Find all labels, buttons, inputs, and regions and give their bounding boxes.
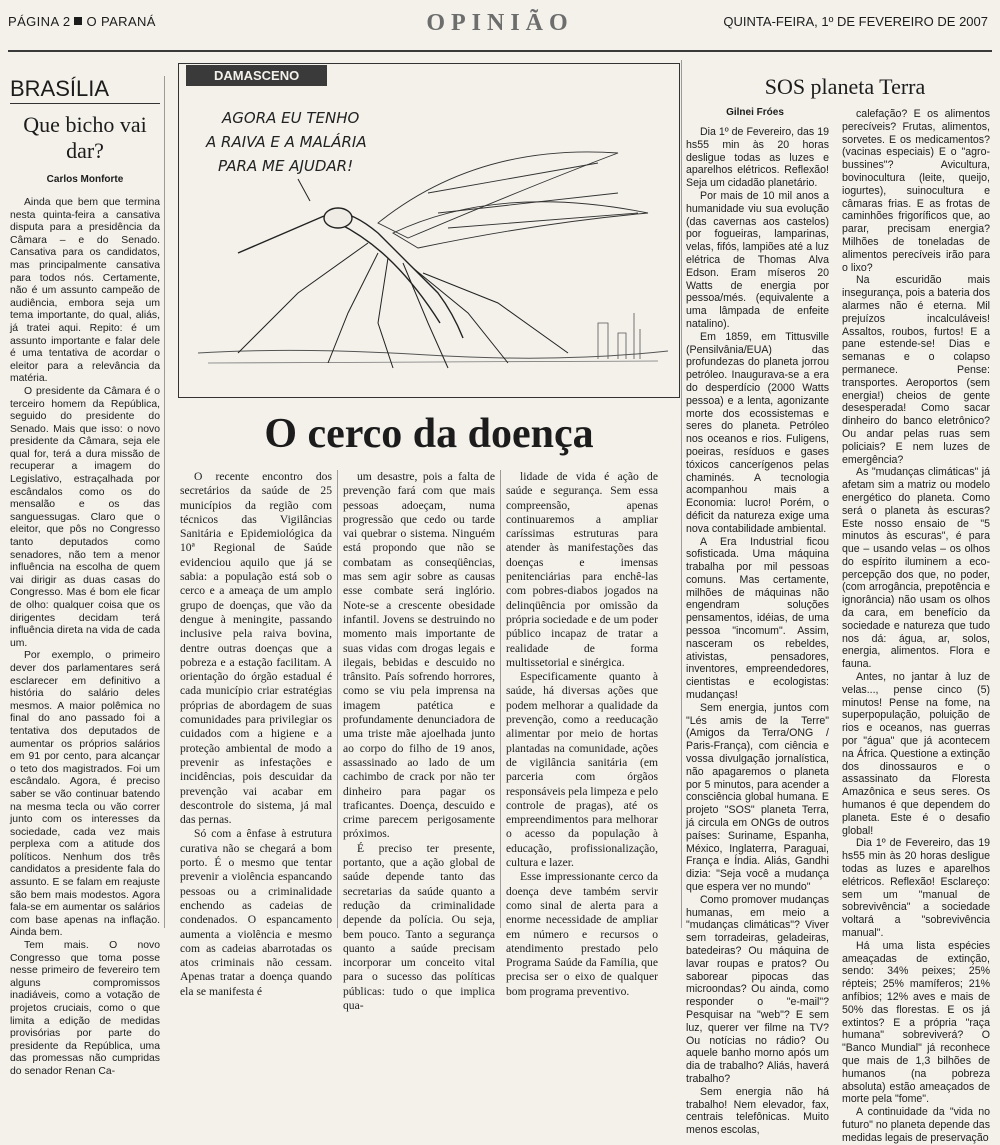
cartoonist-tag: DAMASCENO (186, 65, 327, 86)
editorial-headline: O cerco da doença (264, 411, 594, 457)
column-body (10, 197, 160, 1079)
page-number: PÁGINA 2 (8, 14, 71, 29)
paragraph: As "mudanças climáticas" já afetam sim a matriz ou modelo energético do planeta. Como será o planeta às escuras? Este nosso ensaio de "5 minutos às escuras", é para que – usando velas – os olhos do espírito iluminem a eco-percepção dos que, no poder, (com arrogância, prepotência e ignorância) não usam os olhos da cara, em benefício da sociedade e natureza que tudo nos dá: água, ar, solos, energia, alimentos. Flora e fauna. (842, 466, 990, 671)
paragraph: Na escuridão mais insegurança, pois a bateria dos alarmes não é eterna. Mil prejuízos incalculáveis! Assaltos, roubos, furtos! E a pane estende-se! Dias e semanas e o colapso permanece. Pense: transportes. Aeroportos (sem energia!) cheios de gente desesperada! Como sacar dinheiro do banco eletrônico? Ou andar pelas ruas sem policiais? E nem luzes de emergência? (842, 274, 990, 466)
paragraph: Sem energia não há trabalho! Nem elevador, fax, centrais telefônicas. Muito menos escolas, (686, 1085, 829, 1137)
paragraph: Especificamente quanto à saúde, há diversas ações que podem melhorar a qualidade da prevenção, como a reeducação alimentar por meio de hortas plantadas na comunidade, ações de vigilância sanitária (em parceria com órgãos responsáveis pela limpeza e pelo controle de pragas), até os empreendimentos para melhorar o acesso da população à educação, profissionalização, cultura e lazer. (506, 670, 658, 870)
column-divider (681, 60, 682, 928)
paragraph: Sem energia, juntos com "Lés amis de la Terre" (Amigos da Terra/ONG / Paris-França), com ciência e vossa divulgação jornalística, não apagaremos o planeta por 5 minutos, para acender a consciência global humana. E projeto "SOS" planeta Terra, já circula em ONGs de outros países: Suriname, Espanha, México, Inglaterra, Paraguai, França e Índia. Aliás, Gandhi dizia: "Seja você a mudança que espera ver no mundo" (686, 701, 829, 894)
speech-line: A RAIVA E A MALÁRIA (206, 133, 367, 151)
article-title: SOS planeta Terra (764, 74, 926, 99)
paragraph: Esse impressionante cerco da doença deve também servir como sinal de alerta para a enorme necessidade de ampliar em número e recursos o atendimento prestado pelo Programa Saúde da Família, que precisa ser o eixo de qualquer bom programa preventivo. (506, 870, 658, 998)
column-divider (337, 470, 338, 928)
paragraph: Só com a ênfase à estrutura curativa não se chegará a bom porto. É o mesmo que tentar prevenir a violência espancando pessoas ou a criminalidade enchendo as cadeias de condenados. O espancamento aumenta a violência e mesmo com as cadeias abarrotadas os atos criminais não cessam. Apenas tratar a doença quando ela se manifesta é (180, 827, 332, 998)
article-column-2 (842, 108, 990, 1144)
square-bullet-icon (74, 17, 82, 25)
column-author: Carlos Monforte (46, 174, 124, 185)
header-rule (8, 50, 992, 52)
editorial-cartoon (178, 63, 680, 398)
paragraph: Dia 1º de Fevereiro, das 19 hs55 min às 20 horas desligue todas as luzes e aparelhos elétricos. Reflexão! Esclareço: sem um "manual de sobrevivência" a sociedade voltará a "sobrevivência manual". (842, 837, 990, 939)
paragraph: Ainda que bem que termina nesta quinta-feira a cansativa disputa para a presidência da Câmara – e do Senado. Cansativa para os candidatos, mas principalmente cansativa para todos nós. Certamente, não é um assunto campeão de audiência, embora seja um tema importante, do qual, aliás, já tratei aqui. Repito: é um assunto importante e falar dele é uma tentativa de acordar o eleitor para a relevância da matéria. (10, 197, 160, 385)
column-title: Que bicho vai dar? (23, 112, 147, 163)
page-header (0, 0, 1000, 50)
paragraph: Como promover mudanças humanas, em meio a "mudanças climáticas"? Viver sem torradeiras, geladeiras, batedeiras? Ou máquina de lavar roupas e pratos? Ou saborear pipocas das microondas? Ou ainda, como responder o "e-mail"? Pesquisar na "web"? E sem luz, querer ver filme na TV? Ou notícias no rádio? Ou aquele banho morno após um dia de trabalho? Aliás, haverá trabalho? (686, 893, 829, 1085)
paragraph: É preciso ter presente, portanto, que a ação global de saúde depende tanto das secretarias da saúde quanto a redução da criminalidade depende da polícia. Ou seja, bem pouco. Tanto a segurança quanto a saúde precisam incorporar um conceito vital para o sucesso das políticas públicas: tudo o que implica qua- (343, 841, 495, 1012)
paragraph: Em 1859, em Tittusville (Pensilvânia/EUA) das profundezas do planeta jorrou petróleo. Inaugurava-se a era do desperdício (2000 Watts pessoa) e a lenta, agonizante morte dos ecossistemas e seres do planeta. Petróleo nos oceanos e rios. Fuligens, poeiras, resíduos e gases tóxicos cancerígenos pelas chaminés. A tecnologia acompanhou mais a Economia: lucro! Porém, o déficit da natureza exige uma nova contabilidade ambiental. (686, 330, 829, 535)
editorial-column-3 (506, 470, 658, 998)
article-author: Gilnei Fróes (726, 107, 784, 118)
column-label: BRASÍLIA (10, 76, 160, 104)
paragraph: lidade de vida é ação de saúde e segurança. Sem essa compreensão, apenas continuaremos a ampliar caríssimas estruturas para atender às manifestações das doenças e imensas penitenciárias para enchê-las com pobres-diabos jogados na delinqüência por omissão da própria sociedade e de um poder público incapaz de tratar a realidade de forma multissetorial e sinérgica. (506, 470, 658, 669)
paragraph: Antes, no jantar à luz de velas..., pense cinco (5) minutos! Pense na fome, na superpopulação, poluição de rios e oceanos, nas guerras por "água" que já acontecem na África. Questione a extinção dos dinossauros e o assassinato da Floresta Amazônica e seus seres. Os humanos é que dependem do planeta. Este é o desafio global! (842, 671, 990, 837)
paragraph: Por mais de 10 mil anos a humanidade viu sua evolução (das cavernas aos castelos) por fogueiras, lamparinas, velas, fifós, lampiões até a luz elétrica de Thomas Alva Edson. Eram míseros 20 Watts de energia por pessoa/més. (equivalente a uma lâmpada de enfeite natalino). (686, 189, 829, 330)
editorial-column-2 (343, 470, 495, 1012)
paragraph: Há uma lista espécies ameaçadas de extinção, sendo: 34% peixes; 25% répteis; 25% mamíferos; 21% anfíbios; 12% aves e mais de 50% das florestas. E os já extintos? E a própria "raça humana" sobreviverá? O "Banco Mundial" já reconhece que mais de 1,3 bilhões de humanos (na pobreza absoluta) estão ameaçados de morte pela "fome". (842, 939, 990, 1106)
paragraph: Dia 1º de Fevereiro, das 19 hs55 min às 20 horas desligue todas as luzes e aparelhos elétricos. Reflexão! Seja um cidadão planetário. (686, 126, 829, 190)
issue-date: QUINTA-FEIRA, 1º DE FEVEREIRO DE 2007 (723, 14, 988, 29)
paragraph: A continuidade da "vida no futuro" no planeta depende das medidas legais de preservação (842, 1106, 990, 1144)
paragraph: Tem mais. O novo Congresso que toma posse nesse primeiro de fevereiro tem alguns compromissos inadiáveis, como a votação de projetos cruciais, como o que limita a edição de medidas provisórias por parte do presidente da República, uma das promessas não cumpridas do senador Renan Ca- (10, 940, 160, 1077)
paragraph: A Era Industrial ficou sofisticada. Uma máquina trabalha por mil pessoas comuns. Mas certamente, milhões de máquinas não engendram soluções pensamentos, idéias, de uma pessoa "incomum". Assim, nasceram os rebeldes, ativistas, pensadores, inventores, empreendedores, cientistas e ecologistas: mudanças! (686, 535, 829, 702)
column-brasilia (10, 76, 165, 1077)
editorial-column-1 (180, 470, 332, 998)
article-column-1 (686, 126, 829, 1137)
paragraph: O presidente da Câmara é o terceiro homem da República, seguido do presidente do Senado. Mais que isso: o novo presidente da Câmara, seja ele qual for, terá a dura missão de recuperar a imagem do Legislativo, estraçalhada por escândalos como os do mensalão e os das sanguessugas. Claro que o eleitor, que pôs no Congresso tanto deputados como senadores, não tem a menor influência na escolha de quem vai dirigir as duas casas do Congresso. Mas é bom ele ficar de olho: qualquer coisa que os dirigentes decidam terá influência direta na vida de cada um. (10, 385, 160, 649)
column-divider (500, 470, 501, 928)
paragraph: um desastre, pois a falta de prevenção fará com que mais pessoas adoeçam, numa progressão que cedo ou tarde vai quebrar o sistema. Ninguém está propondo que não se combatam as conseqüências, mas sem agir sobre as causas esse combate será inglório. Note-se a crescente obesidade infantil. Jovens se destruindo no momento mais importante de suas vidas com drogas legais e ilegais, bebidas e descuido no trânsito. País sofrendo horrores, como se viu pela imprensa na imagem patética e profundamente denunciadora de uma triste mãe ajoelhada junto ao corpo do filho de 19 anos, assassinado ao lado de um cachimbo de crack por não ter dinheiro para pagar os traficantes. Doença, descuido e crime parecem perigosamente próximos. (343, 470, 495, 841)
paragraph: Por exemplo, o primeiro dever dos parlamentares será esclarecer em definitivo a história do salário deles mesmos. A maior polêmica no final do ano passado foi a tentativa dos deputados de aumentar os próprios salários em 91 por cento, para alcançar o teto dos magistrados. Foi um escândalo. Agora, é preciso saber se vão continuar batendo na mesma tecla ou vão correr junto com os interesses da sociedade, cada vez mais perplexa com a atitude dos políticos. Nenhum dos três candidatos a presidente fala do assunto. E se falam em reajuste são bem mais modestos. Agora fala-se em aumentar os salários com base apenas na inflação. Ainda bem. (10, 650, 160, 939)
mosquito-cartoon-drawing (178, 63, 680, 398)
newspaper-name: O PARANÁ (86, 14, 156, 29)
page-info (8, 14, 156, 29)
paragraph: calefação? E os alimentos perecíveis? Frutas, alimentos, sorvetes. E os medicamentos? (vacinas especiais) E o "agro-bussines"? Avicultura, bovinocultura (leite, queijo, iogurtes), suinocultura e câmaras frias. E as frotas de caminhões frigoríficos que, ao parar, precisam energia? Milhões de toneladas de alimentos perecíveis irão para o lixo? (842, 108, 990, 274)
section-name: OPINIÃO (426, 10, 574, 36)
speech-line: PARA ME AJUDAR! (218, 157, 354, 175)
paragraph: O recente encontro dos secretários da saúde de 25 municípios da região com técnicos das Vigilâncias Sanitária e Epidemiológica da 10ª Regional de Saúde evidenciou aquilo que já se sabia: a população está sob o cerco e a ameaça de um amplo grupo de doenças, que vão da dengue à meningite, passando inclusive pela raiva bovina, dentre outras doenças que a pobreza e a estação facilitam. A orientação do órgão estadual é cada município criar estratégias próprias de abordagem de suas comunidades para privilegiar os cuidados com a higiene e a proteção ambiental de modo a prevenir as infestações e incidências, pois descuidar da prevenção vai acabar em descontrole do sistema, já mal das pernas. (180, 470, 332, 827)
speech-line: AGORA EU TENHO (222, 109, 360, 127)
